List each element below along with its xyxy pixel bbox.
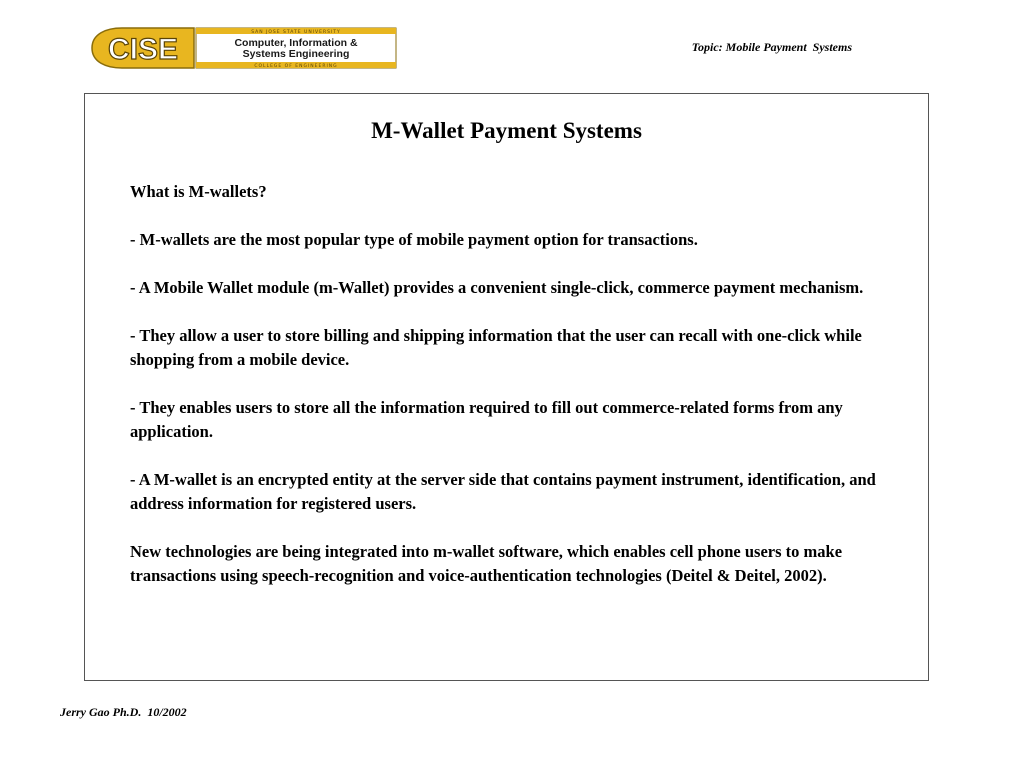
bullet-paragraph: - A M-wallet is an encrypted entity at the server side that contains payment instrument, identification, and address information for registered users. [130,470,876,513]
cise-mark-text: CISE [107,33,179,66]
department-line1: Computer, Information & [234,37,358,49]
cise-logo [88,26,398,70]
university-text: SAN JOSE STATE UNIVERSITY [251,30,341,35]
slide-title: M-Wallet Payment Systems [371,118,642,143]
department-line2: Systems Engineering [242,48,350,60]
question-paragraph: What is M-wallets? [130,182,267,201]
bullet-paragraph: - M-wallets are the most popular type of mobile payment option for transactions. [130,230,698,249]
bullet-paragraph: - They allow a user to store billing and shipping information that the user can recall with one-click while shopping from a mobile device. [130,326,862,369]
closing-paragraph: New technologies are being integrated into m-wallet software, which enables cell phone users to make transactions using speech-recognition and voice-authentication technologies (Deitel & Deitel, 2002). [130,542,843,585]
topic-label: Topic: Mobile Payment Systems [691,40,852,54]
footer-author: Jerry Gao Ph.D. 10/2002 [60,705,187,719]
cise-mark [92,28,194,68]
cise-banner [196,28,396,69]
slide-body [130,180,890,612]
bullet-paragraph: - They enables users to store all the information required to fill out commerce-related forms from any application. [130,398,843,441]
bullet-paragraph: - A Mobile Wallet module (m-Wallet) provides a convenient single-click, commerce payment mechanism. [130,278,864,297]
slide-content-box [84,93,929,681]
college-text: COLLEGE OF ENGINEERING [254,64,338,69]
